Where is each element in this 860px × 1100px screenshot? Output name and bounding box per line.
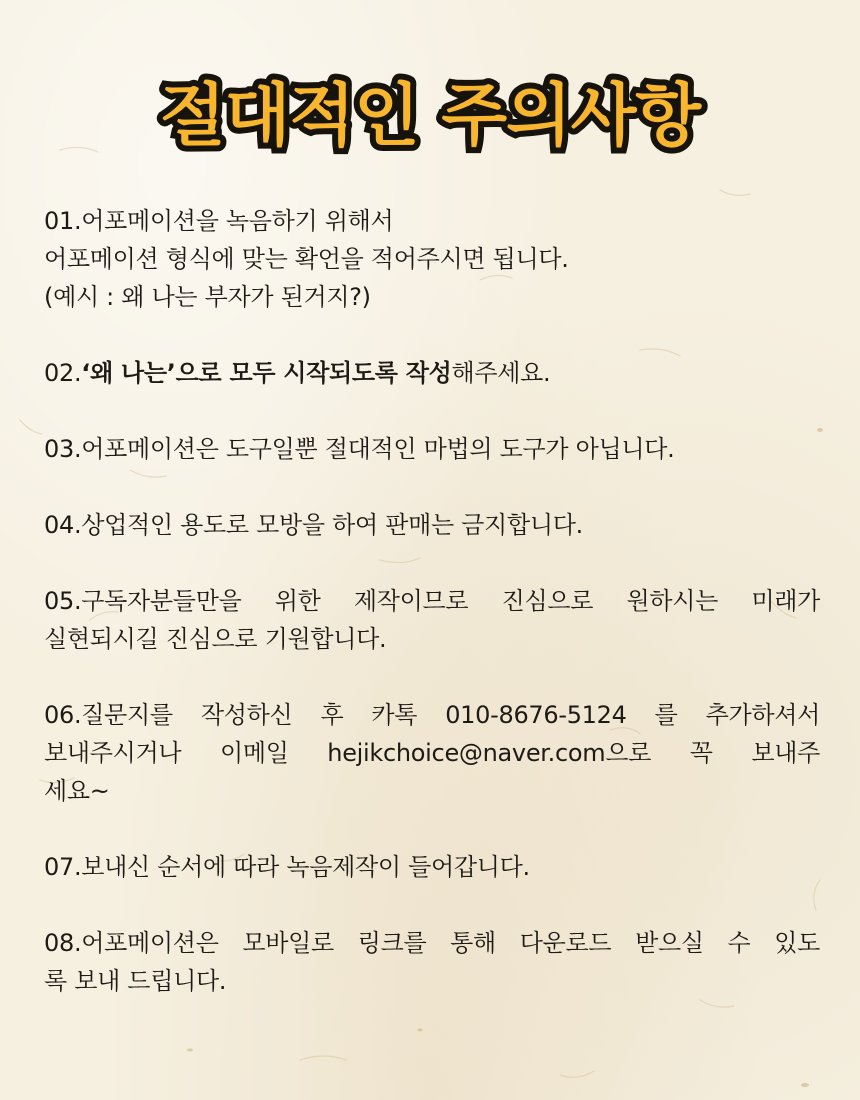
notice-line: 05.구독자분들만을 위한 제작이므로 진심으로 원하시는 미래가 [44,587,820,615]
notice-line: 06.질문지를 작성하신 후 카톡 010-8676-5124 를 추가하셔서 [44,701,820,729]
notice-item-04 [44,506,820,544]
notice-line: 세요~ [44,777,110,805]
notice-line: 07.보내신 순서에 따라 녹음제작이 들어갑니다. [44,853,530,881]
notice-line: 03.어포메이션은 도구일뿐 절대적인 마법의 도구가 아닙니다. [44,435,675,463]
emphasis-text: ‘왜 나는’으로 모두 시작되도록 작성 [81,359,452,387]
notice-line: 08.어포메이션은 모바일로 링크를 통해 다운로드 받으실 수 있도 [44,929,820,957]
item-number: 02. [44,359,82,387]
notice-item-07 [44,848,820,886]
notice-text: 해주세요. [451,359,551,387]
notice-list [44,202,820,1038]
page-title: 절대적인 주의사항 [159,77,701,156]
notice-line: (예시 : 왜 나는 부자가 된거지?) [44,283,371,311]
notice-item-03 [44,430,820,468]
notice-line [44,354,820,392]
notice-line: 어포메이션 형식에 맞는 확언을 적어주시면 됩니다. [44,245,569,273]
notice-item-05 [44,582,820,658]
notice-item-06 [44,696,820,810]
notice-line: 04.상업적인 용도로 모방을 하여 판매는 금지합니다. [44,511,583,539]
notice-item-08 [44,924,820,1000]
notice-line: 실현되시길 진심으로 기원합니다. [44,625,387,653]
notice-item-01 [44,202,820,316]
notice-item-02 [44,354,820,392]
notice-line: 01.어포메이션을 녹음하기 위해서 [44,207,394,235]
notice-line: 보내주시거나 이메일 hejikchoice@naver.com으로 꼭 보내주 [44,739,820,767]
notice-line: 록 보내 드립니다. [44,967,227,995]
